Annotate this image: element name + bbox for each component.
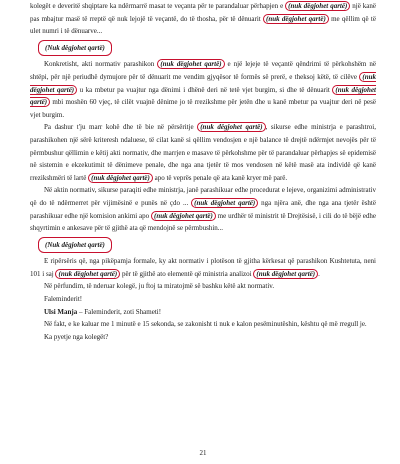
paragraph bbox=[30, 293, 376, 306]
paragraph bbox=[30, 318, 376, 331]
text-run: – Faleminderit, zoti Shameti! bbox=[77, 307, 162, 316]
paragraph bbox=[30, 184, 376, 234]
text-run: apo të veprës penale që ata kanë kryer më parë. bbox=[152, 173, 288, 182]
text-run: e një lejeje të veçantë qëndrimi të përkohshëm në shtëpi, për një periudhë dymujore për të dënuarit me vendim gjyqësor të formës së prerë, e theksoj këtë, të cilëve bbox=[30, 60, 376, 81]
inaudible-annotation: (nuk dëgjohet qartë) bbox=[191, 198, 258, 208]
text-run: u ka mbetur pa vuajtur nga dënimi i dhënë deri në tetë vjet burgim, si dhe të dënuarit bbox=[77, 85, 333, 94]
paragraph bbox=[30, 235, 376, 256]
document-body bbox=[30, 0, 376, 343]
inaudible-annotation: (nuk dëgjohet qartë) bbox=[263, 14, 329, 24]
inaudible-annotation: (nuk dëgjohet qartë) bbox=[55, 269, 120, 279]
text-run: Faleminderit! bbox=[44, 295, 83, 304]
text-run: mbi moshën 60 vjeç, të cilët vuajnë dënime jo të rrezikshme për jetën dhe u kanë mbetur pa vuajtur deri në pesë vjet burgim. bbox=[30, 98, 376, 119]
text-run: Ka pyetje nga kolegët? bbox=[44, 332, 109, 341]
paragraph bbox=[30, 58, 376, 121]
inaudible-annotation: (nuk dëgjohet qartë) bbox=[151, 211, 216, 221]
paragraph bbox=[30, 306, 376, 319]
paragraph bbox=[30, 38, 376, 59]
inaudible-annotation: (nuk dëgjohet qartë) bbox=[30, 85, 376, 107]
paragraph bbox=[30, 255, 376, 280]
inaudible-annotation: (nuk dëgjohet qartë) bbox=[285, 1, 350, 11]
speaker-name: Ulsi Manja bbox=[44, 307, 78, 316]
text-run: Konkretisht, akti normativ parashikon bbox=[44, 60, 158, 69]
text-run: nga njëra anë, dhe nga ana tjetër është parashikuar edhe një komision ankimi apo bbox=[30, 198, 376, 220]
paragraph bbox=[30, 331, 376, 344]
inaudible-annotation: (nuk dëgjohet qartë) bbox=[157, 59, 224, 69]
text-run: . bbox=[318, 269, 320, 278]
text-run: me urdhër të ministrit të Drejtësisë, i cili do të bëjë edhe shqyrtimin e ankesave për të gjithë ata që mendojnë se përmbushin... bbox=[30, 211, 376, 233]
text-run: kolegët e deveritë shqiptare ka ndërmarrë masat te veçanta për te parandaluar përhapjen e bbox=[30, 2, 286, 10]
inaudible-annotation: (nuk dëgjohet qartë) bbox=[30, 72, 376, 94]
paragraph bbox=[30, 280, 376, 293]
text-run: Në fakt, e ke kaluar me 1 minutë e 15 sekonda, se zakonisht ti nuk e kalon pesëminutëshin, kështu që më rregull je. bbox=[44, 320, 367, 329]
inaudible-annotation: (nuk dëgjohet qartë) bbox=[197, 122, 265, 132]
text-run: për të gjithë ato elementë që ministria analizoi bbox=[120, 269, 254, 278]
page-number: 21 bbox=[199, 449, 207, 458]
text-run: Pa dashur t'ju marr kohë dhe të bie në përsëritje bbox=[44, 123, 198, 132]
text-run: me qëllim që të ulet numri i të dënuarve... bbox=[30, 14, 376, 36]
inaudible-annotation: (Nuk dëgjohet qartë) bbox=[38, 40, 112, 57]
text-run: E ripërsëris që, nga pikëpamja formale, ky akt normativ i plotëson të gjitha kërkesat që parashikon Kushtetuta, neni 101 i saj bbox=[30, 257, 376, 278]
paragraph bbox=[30, 121, 376, 184]
inaudible-annotation: (Nuk dëgjohet qartë) bbox=[38, 237, 112, 254]
document-page bbox=[30, 0, 376, 464]
inaudible-annotation: (nuk dëgjohet qartë) bbox=[253, 269, 318, 279]
paragraph bbox=[30, 0, 376, 38]
text-run: Në përfundim, të nderuar kolegë, ju ftoj ta miratojmë së bashku këtë akt normativ. bbox=[44, 282, 275, 291]
text-run: , sikurse edhe ministrja e parashtroi, parashikohen një sërë kriteresh ndaluese, të cilat kanë si qëllim vendosjen e një balance të drejtë ndërmjet nevojës për të përmbushur qëllimin e këtij akti normativ, dhe marrjen e masave të përkohshme për të parandaluar përhapjes së epidemisë në sistemin e ekzekutimit të dënimeve penale, dhe nga ana tjetër të mos vendosen në këtë masë ata individë që kanë rrezikshmëri të lartë bbox=[30, 123, 376, 182]
text-run: një kanë pas mbajtur masë të rreptë që nuk lejojë të veçantë, do të thosha, për të dënuarit bbox=[30, 2, 376, 23]
inaudible-annotation: (nuk dëgjohet qartë) bbox=[88, 173, 153, 183]
text-run: Në aktin normativ, sikurse paraqiti edhe ministrja, janë parashikuar edhe procedurat e lejeve, organizimi administrativ që do të ndërmerret për vijimësinë e punës në çdo ... bbox=[30, 186, 376, 207]
